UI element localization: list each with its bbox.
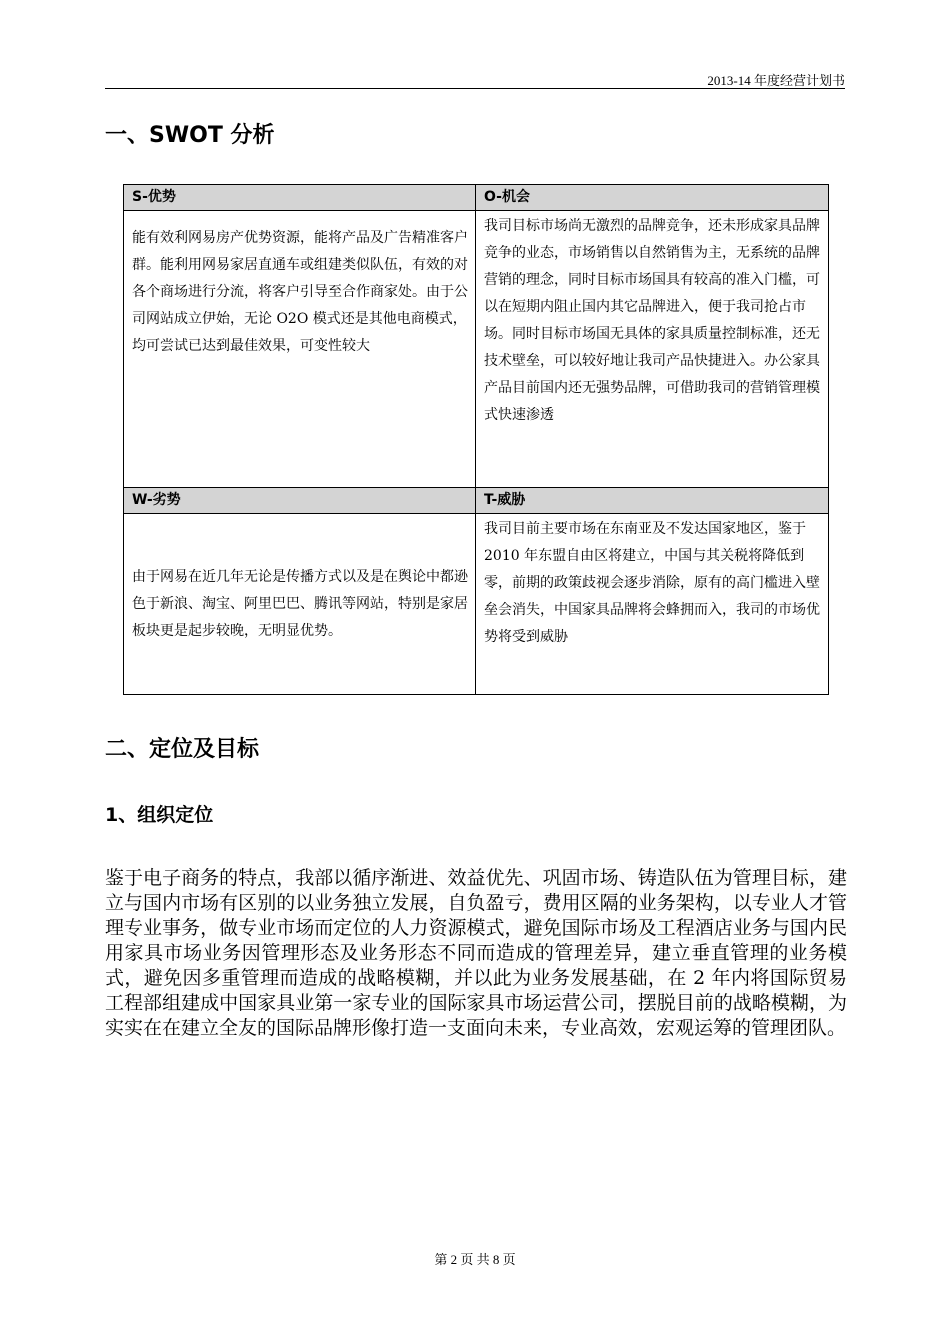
swot-body-row bbox=[124, 211, 829, 488]
swot-header-row bbox=[124, 185, 829, 211]
document-header-title: 2013-14 年度经营计划书 bbox=[707, 73, 845, 88]
page-number: 第 2 页 共 8 页 bbox=[434, 1252, 516, 1267]
header-divider bbox=[105, 88, 845, 89]
swot-opportunities-label: O-机会 bbox=[476, 185, 829, 211]
swot-threats-label: T-威胁 bbox=[476, 488, 829, 514]
swot-strengths-text: 能有效利网易房产优势资源，能将产品及广告精准客户群。能利用网易家居直通车或组建类似队伍，有效的对各个商场进行分流，将客户引导至合作商家处。由于公司网站成立伊始，无论 O2O 模式还是其他电商模式，均可尝试已达到最佳效果，可变性较大 bbox=[124, 211, 476, 488]
section-heading-swot: 一、SWOT 分析 bbox=[105, 123, 275, 148]
swot-opportunities-text: 我司目标市场尚无激烈的品牌竞争，还未形成家具品牌竞争的业态，市场销售以自然销售为主，无系统的品牌营销的理念，同时目标市场国具有较高的准入门槛，可以在短期内阻止国内其它品牌进入，便于我司抢占市场。同时目标市场国无具体的家具质量控制标准，还无技术壁垒，可以较好地让我司产品快捷进入。办公家具产品目前国内还无强势品牌，可借助我司的营销管理模式快速渗透 bbox=[476, 211, 829, 488]
organization-paragraph: 鉴于电子商务的特点，我部以循序渐进、效益优先、巩固市场、铸造队伍为管理目标，建立与国内市场有区别的以业务独立发展，自负盈亏，费用区隔的业务架构，以专业人才管理专业事务，做专业市场而定位的人力资源模式，避免国际市场及工程酒店业务与国内民用家具市场业务因管理形态及业务形态不同而造成的管理差异，建立垂直管理的业务模式，避免因多重管理而造成的战略模糊，并以此为业务发展基础，在 2 年内将国际贸易工程部组建成中国家具业第一家专业的国际家具市场运营公司，摆脱目前的战略模糊，为实实在在建立全友的国际品牌形像打造一支面向未来，专业高效，宏观运筹的管理团队。 bbox=[105, 867, 847, 1039]
swot-threats-text: 我司目前主要市场在东南亚及不发达国家地区，鉴于 2010 年东盟自由区将建立，中国与其关税将降低到零，前期的政策歧视会逐步消除，原有的高门槛进入壁垒会消失，中国家具品牌将会蜂拥而入，我司的市场优势将受到威胁 bbox=[476, 514, 829, 695]
swot-body-row bbox=[124, 514, 829, 695]
swot-weaknesses-label: W-劣势 bbox=[124, 488, 476, 514]
swot-table bbox=[123, 184, 829, 695]
section-heading-positioning: 二、定位及目标 bbox=[105, 737, 260, 762]
subsection-heading-organization: 1、组织定位 bbox=[105, 804, 214, 826]
swot-header-row bbox=[124, 488, 829, 514]
swot-strengths-label: S-优势 bbox=[124, 185, 476, 211]
swot-weaknesses-text: 由于网易在近几年无论是传播方式以及是在舆论中都逊色于新浪、淘宝、阿里巴巴、腾讯等网站，特别是家居板块更是起步较晚，无明显优势。 bbox=[124, 514, 476, 695]
